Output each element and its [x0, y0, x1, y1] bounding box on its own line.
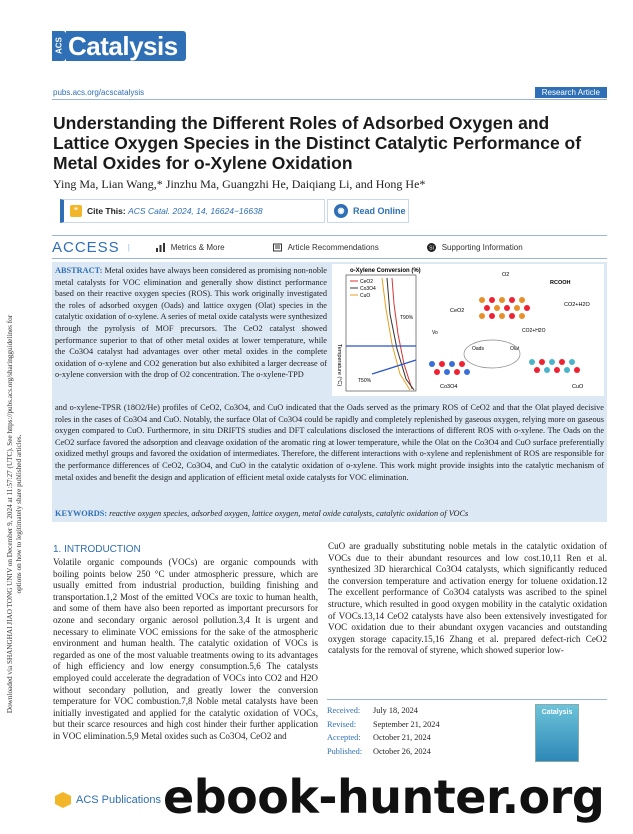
supporting-info-link[interactable] [427, 243, 523, 252]
download-side-note: Downloaded via SHANGHAI JIAO TONG UNIV on December 9, 2024 at 11:57:27 (UTC). See https://pubs.acs.org/sharingguidelines for options on how to legitimately share published articles. [6, 314, 23, 714]
abstract-text-top [55, 265, 327, 381]
journal-url[interactable]: pubs.acs.org/acscatalysis [53, 88, 145, 97]
toc-t50-label: T50% [358, 378, 372, 384]
watermark-text: ebook-hunter.org [163, 770, 605, 824]
acs-hex-icon [55, 792, 71, 808]
toc-co2h2o-label-top: CO2+H2O [564, 302, 590, 308]
dates-divider [327, 699, 607, 700]
curve-cuo [382, 278, 410, 390]
read-online-label: Read Online [353, 206, 406, 216]
supporting-info-icon [427, 243, 436, 252]
citation-text: ACS Catal. 2024, 14, 16624−16638 [128, 206, 263, 216]
journal-name: Catalysis [66, 31, 186, 61]
toc-olat-label: Olat [510, 346, 520, 352]
toc-oads-label: Oads [472, 346, 484, 352]
access-label: ACCESS [52, 238, 120, 256]
article-dates [327, 704, 522, 758]
cite-label: Cite This: [87, 206, 126, 216]
toc-vo-label: Vo [432, 330, 438, 336]
toc-o2-label: O2 [502, 272, 510, 278]
abstract-body-top: Metal oxides have always been considered as promising non-noble metal catalysts for VOC elimination and generally show distinct performance based on their reactive oxygen species (ROS). This work originally investigated the roles of adsorbed oxygen (Oads) and lattice oxygen (Olat) species in the catalytic oxidation of o-xylene. A series of metal oxide catalysts were synthesized through the pyrolysis of MOF precursors. The CeO2 catalyst showed performance superior to that of other metal oxides at lower temperature, while the Co3O4 catalyst had advantages over other metal oxides in the complete oxidation of o-xylene and CO2 generation but also exhibited a larger decrease of o-xylene conversion with the drop of O2 concentration. The o-xylene-TPD [55, 266, 327, 380]
section-heading-introduction: 1. INTRODUCTION [53, 544, 141, 555]
journal-cover-image[interactable] [535, 704, 579, 762]
recommendations-link[interactable] [273, 243, 379, 252]
legend-co3o4: Co3O4 [360, 286, 376, 292]
toc-y-axis-label: Temperature (°C) [336, 344, 342, 387]
ceo2-lattice [479, 297, 530, 319]
publisher-name: ACS Publications [76, 794, 161, 806]
header-divider [52, 99, 607, 100]
keywords-line [55, 509, 604, 518]
toc-cuo-label: CuO [572, 384, 584, 390]
toc-co3o4-label: Co3O4 [440, 384, 458, 390]
published-row: Published: October 26, 2024 [327, 746, 431, 756]
cover-title: Catalysis [541, 709, 573, 716]
toc-ceo2-label: CeO2 [450, 308, 465, 314]
curve-co3o4 [387, 278, 414, 390]
metrics-link[interactable] [156, 243, 225, 252]
legend-ceo2: CeO2 [360, 279, 374, 285]
toc-plot-frame [346, 275, 416, 391]
metrics-label: Metrics & More [170, 242, 225, 252]
toc-graphic [332, 264, 604, 396]
curve-ceo2 [392, 278, 412, 389]
keywords-text: reactive oxygen species, adsorbed oxygen, lattice oxygen, metal oxide catalysts, catalytic oxidation of VOCs [109, 509, 469, 518]
toc-co2h2o-label-mid: CO2+H2O [522, 328, 546, 334]
revised-row: Revised: September 21, 2024 [327, 719, 440, 729]
cite-this-box[interactable] [60, 199, 325, 223]
cuo-lattice [529, 359, 580, 373]
redox-cycle [464, 340, 520, 368]
legend-cuo: CuO [360, 293, 371, 299]
article-icon [273, 243, 282, 252]
journal-logo[interactable] [52, 29, 186, 63]
bar-chart-icon [156, 243, 165, 252]
read-online-button[interactable] [327, 199, 409, 223]
quote-icon: ❝ [70, 205, 82, 217]
received-row: Received: July 18, 2024 [327, 706, 418, 715]
read-online-icon: ◉ [334, 204, 348, 218]
article-type-badge: Research Article [535, 87, 607, 98]
author-list: Ying Ma, Lian Wang,* Jinzhu Ma, Guangzhi He, Daiqiang Li, and Hong He* [53, 177, 426, 191]
body-column-right: CuO are gradually substituting noble metals in the catalytic oxidation of VOCs due to their abundant resources and low cost.10,11 Ren et al. synthesized 3D hierarchical Co3O4 catalysts, which significantly reduced the conversion temperature and activation energy for toluene oxidation.12 The excellent performance of Co3O4 catalysts was ascribed to the spinel structure, which resulted in good oxygen mobility in the catalytic oxidation of VOCs.13,14 CeO2 catalysts have also been extensively investigated for VOC oxidation due to their abundant oxygen vacancies and outstanding oxygen storage capacity.15,16 Zhang et al. prepared defect-rich CeO2 catalysts for the removal of styrene, which showed superior low- [328, 541, 607, 656]
toc-rcooh-label: RCOOH [550, 280, 571, 286]
body-column-left: Volatile organic compounds (VOCs) are organic compounds with boiling points below 250 °C under atmospheric pressure, which are usually emitted from industrial production, building finishing and transportation.1,2 Most of the emitted VOCs are toxic to human health, and some of them have also been reported as important precursors for ozone and secondary organic aerosol pollution.3,4 It is urgent and necessary to eliminate VOC emissions for the sake of the atmospheric environment and human health. The catalytic oxidation of VOCs is regarded as one of the most valuable treatments owing to its advantages of high efficiency and low energy consumption.5,6 The catalysts employed could accelerate the degradation of VOCs into CO2 and H2O without secondary pollution, and greatly lower the conversion temperature for VOC combustion.7,8 Noble metal catalysts have been initially investigated and applied for the catalytic oxidation of VOCs, but their scarce resources and high cost hinder their further application in VOC elimination.5,9 Metal oxides such as Co3O4, CeO2 and [53, 557, 318, 741]
access-separator: | [127, 242, 130, 252]
co3o4-lattice [429, 361, 470, 375]
recommendations-label: Article Recommendations [287, 242, 379, 252]
acs-badge: ACS [52, 31, 66, 61]
abstract-label: ABSTRACT: [55, 266, 103, 275]
toc-axis-title: o-Xylene Conversion (%) [350, 268, 421, 274]
accepted-row: Accepted: October 21, 2024 [327, 733, 431, 742]
access-bar [52, 235, 607, 259]
supporting-info-label: Supporting Information [441, 242, 523, 252]
svg-text:SI: SI [428, 245, 434, 251]
article-title: Understanding the Different Roles of Adsorbed Oxygen and Lattice Oxygen Species in the Distinct Catalytic Performance of Metal Oxides for o-Xylene Oxidation [53, 113, 582, 173]
toc-t90-label: T90% [400, 315, 414, 321]
keywords-label: KEYWORDS: [55, 509, 108, 518]
abstract-body-full: and o-xylene-TPSR (18O2/He) profiles of CeO2, Co3O4, and CuO indicated that the Oads served as the primary ROS of CeO2 and that the Olat played decisive roles in the cases of Co3O4 and CuO. Notably, the surface Olat of Co3O4 could be rapidly and completely replenished by gaseous oxygen, relying more on gaseous oxygen compared to CuO. Furthermore, in situ DRIFTS studies and DFT calculations disclosed the interactions of different ROS with o-xylene. The Oads on the CeO2 surface favored the adsorption and cleavage oxidation of the aromatic ring at lower temperature, while the Olat on the Co3O4 and CuO surface preferentially oxidized methyl groups and favored the oxidation of intermediates. Therefore, the different interactions with o-xylene and replenishment of ROS are responsible for the performance differences of CeO2, Co3O4, and CuO in the catalytic oxidation of o-xylene. This work might provide insights into the catalytic mechanism of metal oxides and benefit the design and application of efficient metal oxide catalysts for VOC elimination. [55, 403, 604, 482]
t50-marker [372, 360, 416, 374]
acs-publications-logo[interactable] [55, 792, 161, 808]
